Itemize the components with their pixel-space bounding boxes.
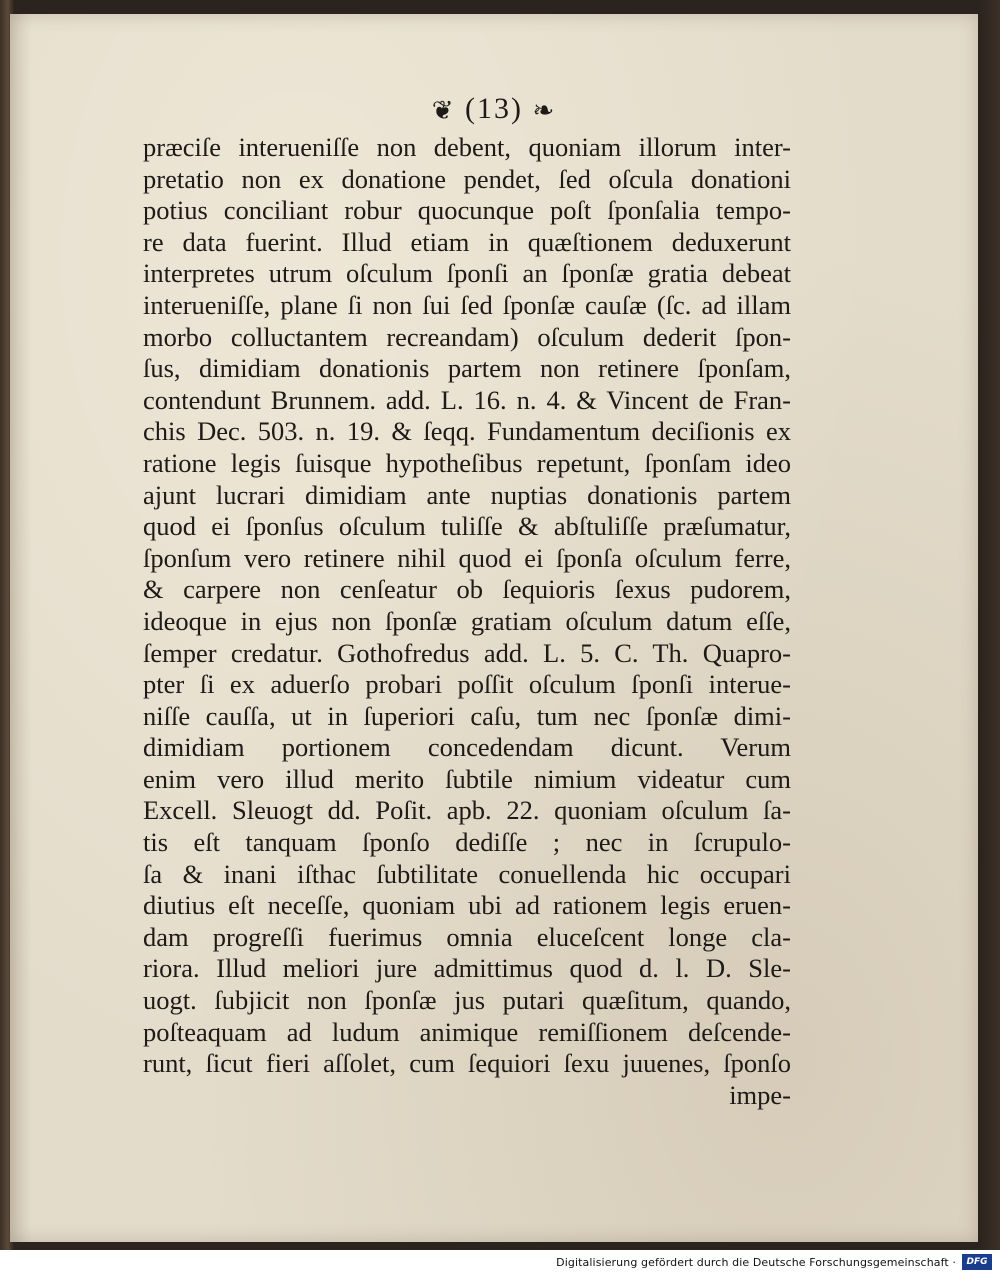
text-line: & carpere non cenſeatur ob ſequioris ſexus pudorem, [143,574,791,605]
text-line: re data fuerint. Illud etiam in quæſtionem deduxerunt [143,226,791,257]
text-line: enim vero illud merito ſubtile nimium videatur cum [143,763,791,794]
text-line: runt, ſicut fieri aſſolet, cum ſequiori ſexu juuenes, ſponſo [143,1048,791,1079]
text-line: præciſe interueniſſe non debent, quoniam illorum inter- [143,132,791,162]
page-number: (13) [465,92,523,125]
dfg-logo-icon: DFG [962,1254,992,1270]
ornament-left-icon: ❦ [431,96,456,126]
text-line: pretatio non ex donatione pendet, ſed oſcula donationi [143,163,791,194]
text-line: riora. Illud meliori jure admittimus quod d. l. D. Sle- [143,953,791,984]
text-line: morbo colluctantem recreandam) oſculum dederit ſpon- [143,321,791,352]
text-line: ideoque in ejus non ſponſæ gratiam oſculum datum eſſe, [143,605,791,636]
text-line: ſa & inani iſthac ſubtilitate conuellenda hic occupari [143,858,791,889]
text-line: tis eſt tanquam ſponſo dediſſe ; nec in ſcrupulo- [143,827,791,858]
text-line: ſemper credatur. Gothofredus add. L. 5. C. Th. Quapro- [143,637,791,668]
text-line: ratione legis ſuisque hypotheſibus repetunt, ſponſam ideo [143,447,791,478]
text-line: dam progreſſi fuerimus omnia eluceſcent longe cla- [143,921,791,952]
text-line: potius conciliant robur quocunque poſt ſponſalia tempo- [143,195,791,226]
page-header [10,92,978,126]
text-line: uogt. ſubjicit non ſponſæ jus putari quæſitum, quando, [143,985,791,1016]
text-line: ſus, dimidiam donationis partem non retinere ſponſam, [143,353,791,384]
text-line: chis Dec. 503. n. 19. & ſeqq. Fundamentum deciſionis ex [143,416,791,447]
text-line: contendunt Brunnem. add. L. 16. n. 4. & Vincent de Fran- [143,384,791,415]
text-line: quod ei ſponſus oſculum tuliſſe & abſtuliſſe præſumatur, [143,511,791,542]
text-line: Excell. Sleuogt dd. Poſit. apb. 22. quoniam oſculum ſa- [143,795,791,826]
text-line: poſteaquam ad ludum animique remiſſionem deſcende- [143,1016,791,1047]
text-line: niſſe cauſſa, ut in ſuperiori caſu, tum nec ſponſæ dimi- [143,700,791,731]
text-line: interueniſſe, plane ſi non ſui ſed ſponſæ cauſæ (ſc. ad illam [143,289,791,320]
text-line: diutius eſt neceſſe, quoniam ubi ad rationem legis eruen- [143,890,791,921]
footer-bar [0,1250,1000,1275]
ornament-right-icon: ❧ [532,96,557,126]
text-line: ajunt lucrari dimidiam ante nuptias donationis partem [143,479,791,510]
catchword: impe- [729,1079,791,1110]
digitization-credit: Digitalisierung gefördert durch die Deutsche Forschungsgemeinschaft · [556,1256,956,1269]
text-line: dimidiam portionem concedendam dicunt. Verum [143,732,791,763]
text-line: pter ſi ex aduerſo probari poſſit oſculum ſponſi interue- [143,669,791,700]
text-line: interpretes utrum oſculum ſponſi an ſponſæ gratia debeat [143,258,791,289]
text-line: ſponſum vero retinere nihil quod ei ſponſa oſculum ferre, [143,542,791,573]
book-page [10,14,978,1242]
body-text [143,132,791,1111]
